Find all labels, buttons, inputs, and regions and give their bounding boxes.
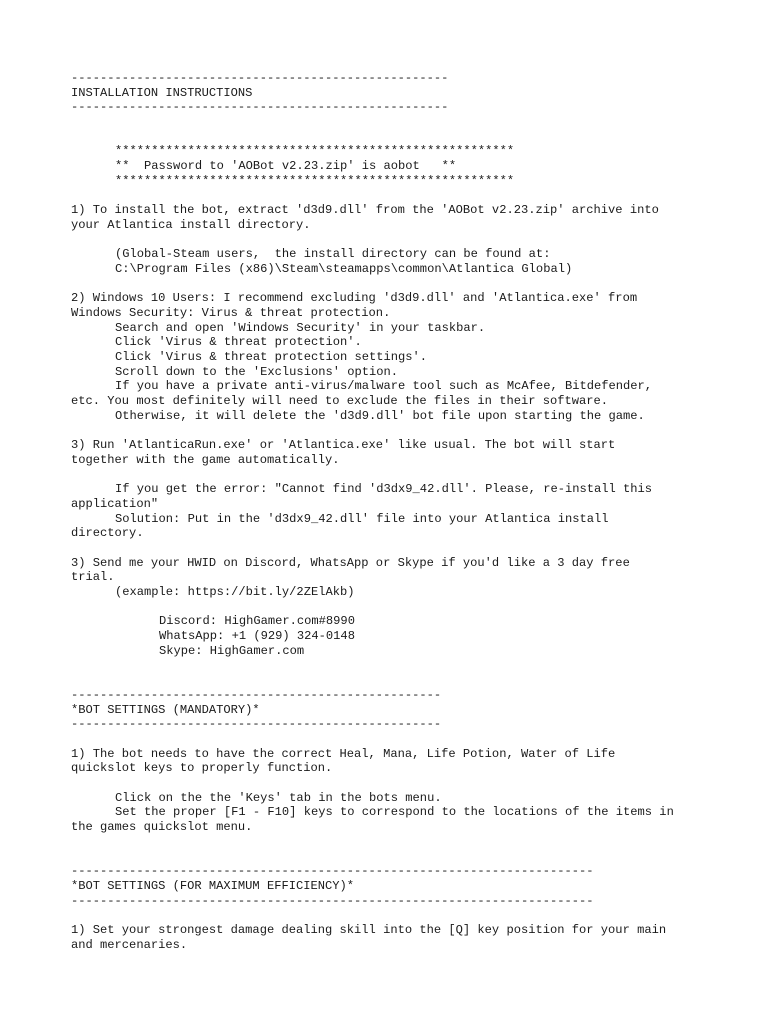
step-line: your Atlantica install directory.	[71, 217, 311, 232]
step-subline: Click on the the 'Keys' tab in the bots menu.	[115, 790, 442, 805]
step-subline: Otherwise, it will delete the 'd3d9.dll' bot file upon starting the game.	[115, 408, 645, 423]
step-line: 3) Send me your HWID on Discord, WhatsApp or Skype if you'd like a 3 day free	[71, 555, 630, 570]
divider-rule: ------------------------------------------------------------------------	[71, 893, 594, 908]
instructions-document	[71, 71, 731, 952]
step-subline: If you have a private anti-virus/malware tool such as McAfee, Bitdefender,	[115, 379, 653, 394]
step-line: Windows Security: Virus & threat protection.	[71, 306, 391, 321]
step-subline: etc. You most definitely will need to exclude the files in their software.	[71, 394, 609, 409]
step-subline: Click 'Virus & threat protection'.	[115, 335, 362, 350]
contact-skype: Skype: HighGamer.com	[159, 643, 305, 658]
password-banner-border: *******************************************************	[115, 144, 515, 159]
contact-discord: Discord: HighGamer.com#8990	[159, 614, 355, 629]
error-note: application"	[71, 496, 159, 511]
step-line: together with the game automatically.	[71, 452, 340, 467]
step-note: (Global-Steam users, the install directory can be found at:	[115, 247, 551, 262]
divider-rule: ----------------------------------------------------	[71, 71, 449, 85]
step-line: quickslot keys to properly function.	[71, 761, 333, 776]
install-path: C:\Program Files (x86)\Steam\steamapps\common\Atlantica Global)	[115, 261, 573, 276]
step-subline: Scroll down to the 'Exclusions' option.	[115, 364, 399, 379]
contact-whatsapp: WhatsApp: +1 (929) 324-0148	[159, 629, 355, 644]
step-subline: the games quickslot menu.	[71, 820, 253, 835]
step-line: 1) The bot needs to have the correct Heal, Mana, Life Potion, Water of Life	[71, 746, 616, 761]
password-banner-text: ** Password to 'AOBot v2.23.zip' is aobot **	[115, 159, 457, 174]
example-link: (example: https://bit.ly/2ZElAkb)	[115, 585, 355, 600]
divider-rule: ----------------------------------------------------	[71, 100, 449, 115]
password-banner-border: *******************************************************	[115, 173, 515, 188]
step-subline: Set the proper [F1 - F10] keys to correspond to the locations of the items in	[115, 805, 674, 820]
divider-rule: ---------------------------------------------------	[71, 717, 442, 732]
divider-rule: ---------------------------------------------------	[71, 687, 442, 702]
divider-rule: ------------------------------------------------------------------------	[71, 864, 594, 879]
section-title-mandatory: *BOT SETTINGS (MANDATORY)*	[71, 702, 260, 717]
step-subline: Search and open 'Windows Security' in your taskbar.	[115, 320, 486, 335]
step-line: 1) Set your strongest damage dealing skill into the [Q] key position for your main	[71, 922, 667, 937]
error-note: If you get the error: "Cannot find 'd3dx9_42.dll'. Please, re-install this	[115, 482, 653, 497]
section-title-installation: INSTALLATION INSTRUCTIONS	[71, 85, 253, 100]
step-subline: Click 'Virus & threat protection settings'.	[115, 350, 428, 365]
solution-note: directory.	[71, 526, 144, 541]
step-line: 2) Windows 10 Users: I recommend excluding 'd3d9.dll' and 'Atlantica.exe' from	[71, 291, 638, 306]
step-line: trial.	[71, 570, 115, 585]
step-line: 1) To install the bot, extract 'd3d9.dll' from the 'AOBot v2.23.zip' archive into	[71, 203, 659, 218]
step-line: 3) Run 'AtlanticaRun.exe' or 'Atlantica.exe' like usual. The bot will start	[71, 438, 616, 453]
step-line: and mercenaries.	[71, 937, 188, 952]
section-title-efficiency: *BOT SETTINGS (FOR MAXIMUM EFFICIENCY)*	[71, 878, 355, 893]
solution-note: Solution: Put in the 'd3dx9_42.dll' file into your Atlantica install	[115, 511, 609, 526]
